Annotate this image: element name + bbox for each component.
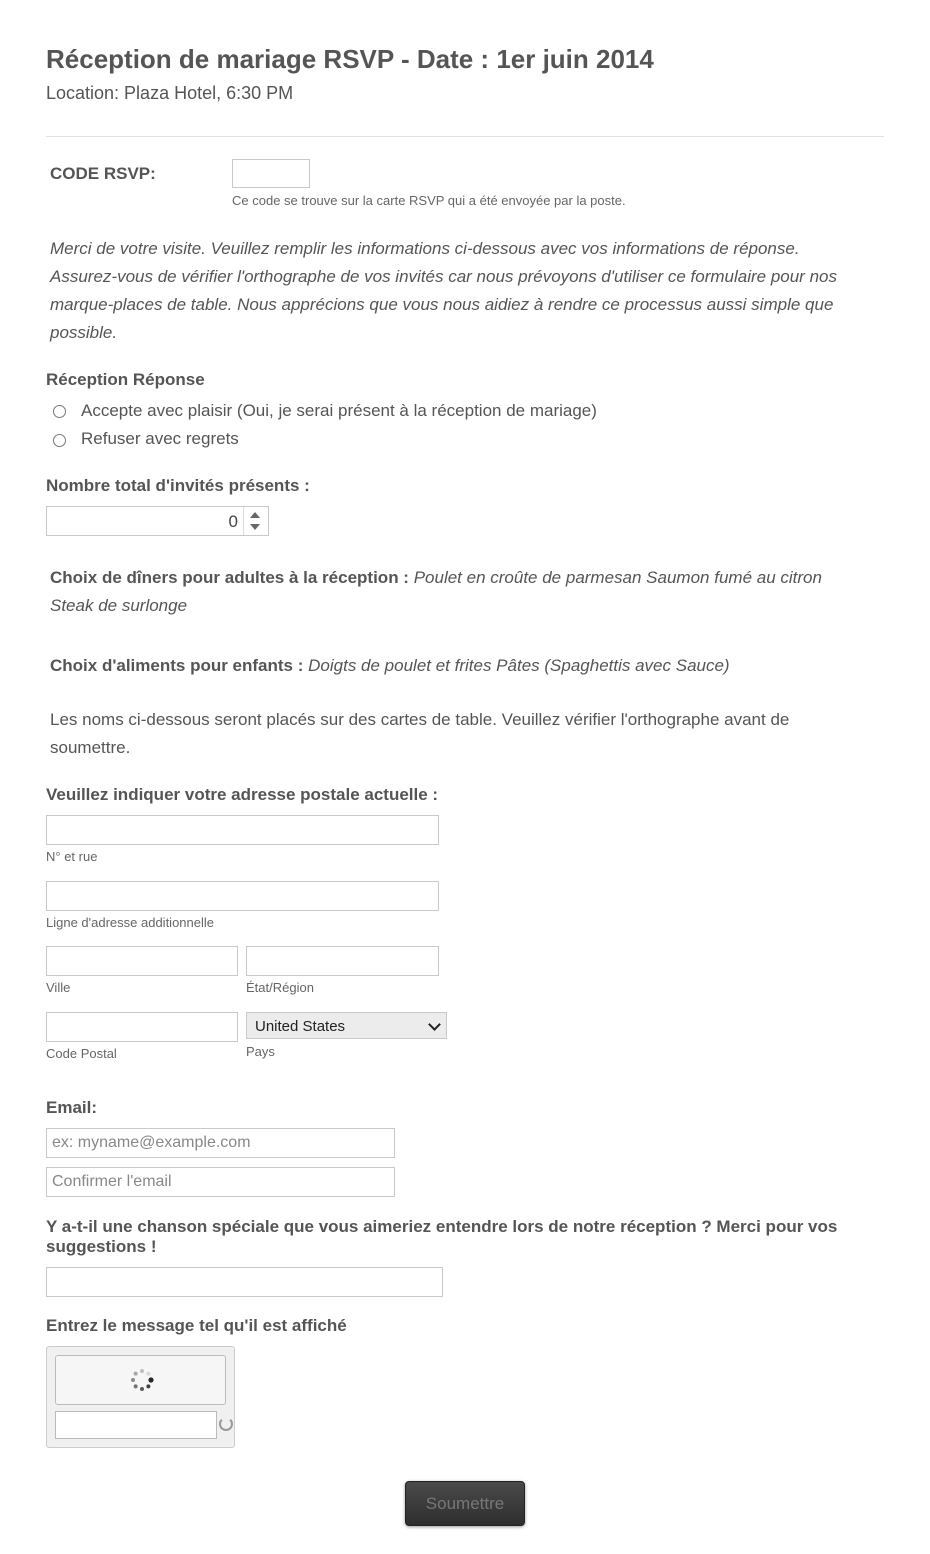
response-label: Réception Réponse [46, 370, 205, 389]
adult-dinner-label: Choix de dîners pour adultes à la réception : [50, 568, 409, 587]
header-divider [46, 136, 884, 137]
refresh-icon[interactable] [219, 1417, 233, 1431]
spinner-dot [146, 1384, 150, 1388]
kids-food-choices: Doigts de poulet et frites Pâtes (Spaghettis avec Sauce) [308, 656, 730, 675]
kids-food-info [50, 652, 870, 680]
guests-value[interactable]: 0 [228, 512, 238, 531]
street-input[interactable] [46, 815, 439, 845]
guests-stepper[interactable] [46, 506, 269, 536]
submit-button[interactable]: Soumettre [405, 1481, 525, 1526]
radio-accept[interactable] [53, 405, 66, 418]
spinner-dot [146, 1372, 150, 1376]
rsvp-code-hint: Ce code se trouve sur la carte RSVP qui a été envoyée par la poste. [232, 193, 626, 208]
confirm-email-field[interactable] [46, 1167, 395, 1197]
captcha-widget [46, 1346, 235, 1448]
arrow-up-icon[interactable] [250, 512, 260, 518]
address-label: Veuillez indiquer votre adresse postale actuelle : [46, 785, 439, 804]
arrow-down-icon[interactable] [250, 524, 260, 530]
song-input[interactable] [46, 1267, 443, 1297]
kids-food-label: Choix d'aliments pour enfants : [50, 656, 304, 675]
country-sublabel: Pays [246, 1044, 275, 1059]
song-label: Y a-t-il une chanson spéciale que vous aimeriez entendre lors de notre réception ? Merci pour vos suggestions ! [46, 1217, 838, 1256]
rsvp-code-label: CODE RSVP: [50, 164, 156, 183]
zip-sublabel: Code Postal [46, 1046, 117, 1061]
page-title: Réception de mariage RSVP - Date : 1er juin 2014 [46, 44, 654, 74]
radio-decline-label[interactable]: Refuser avec regrets [81, 429, 239, 448]
guests-label: Nombre total d'invités présents : [46, 476, 310, 495]
city-input[interactable] [46, 946, 238, 976]
chevron-down-icon[interactable] [428, 1018, 441, 1031]
email-label: Email: [46, 1098, 98, 1117]
stepper-buttons[interactable] [243, 507, 268, 535]
spinner-dot [134, 1384, 138, 1388]
address-line2-sublabel: Ligne d'adresse additionnelle [46, 915, 214, 930]
state-input[interactable] [246, 946, 439, 976]
spinner-dot [134, 1372, 138, 1376]
spinner-dot [148, 1377, 153, 1382]
adult-dinner-choices: Poulet en croûte de parmesan Saumon fumé au citron Steak de surlonge [50, 568, 822, 615]
street-sublabel: N° et rue [46, 849, 98, 864]
spinner-dot [140, 1387, 144, 1391]
country-select[interactable] [246, 1012, 447, 1039]
address-line2-input[interactable] [46, 881, 439, 911]
captcha-image [55, 1355, 226, 1405]
country-select-value[interactable]: United States [255, 1018, 346, 1035]
adult-dinner-info [50, 564, 870, 620]
spinner-icon [127, 1365, 157, 1395]
radio-accept-label[interactable]: Accepte avec plaisir (Oui, je serai présent à la réception de mariage) [81, 401, 597, 420]
email-field[interactable] [46, 1128, 395, 1158]
captcha-label: Entrez le message tel qu'il est affiché [46, 1316, 347, 1335]
state-sublabel: État/Région [246, 980, 314, 995]
rsvp-code-input[interactable] [232, 159, 310, 188]
names-note: Les noms ci-dessous seront placés sur des cartes de table. Veuillez vérifier l'orthographe avant de soumettre. [50, 710, 790, 757]
spinner-dot [131, 1378, 135, 1382]
city-sublabel: Ville [46, 980, 71, 995]
event-location: Location: Plaza Hotel, 6:30 PM [46, 83, 294, 103]
intro-text: Merci de votre visite. Veuillez remplir les informations ci-dessous avec vos informations de réponse. Assurez-vous de vérifier l'orthographe de vos invités car nous prévoyons d'utiliser ce formulaire pour nos marque-places de table. Nous apprécions que vous nous aidiez à rendre ce processus aussi simple que possible. [50, 239, 837, 342]
zip-input[interactable] [46, 1012, 238, 1042]
spinner-dot [140, 1369, 144, 1373]
captcha-input[interactable] [55, 1411, 217, 1439]
radio-decline[interactable] [53, 434, 66, 447]
